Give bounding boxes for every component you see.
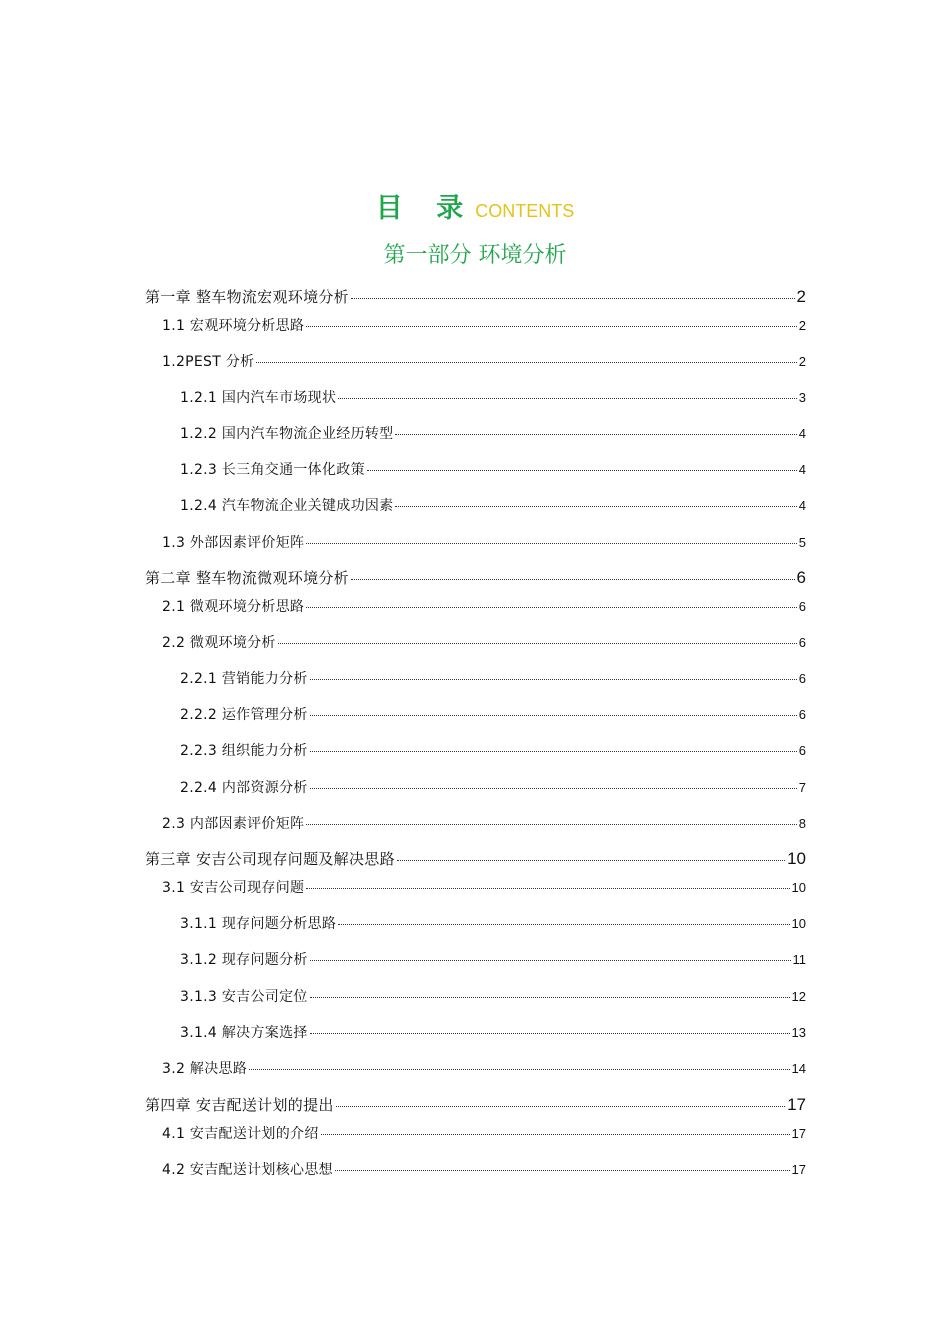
toc-title: 目 录 [375,193,476,224]
toc-page-number: 10 [791,916,806,931]
toc-entry-level2[interactable] [162,813,806,833]
dot-leader [310,788,797,789]
dot-leader [256,362,796,363]
dot-leader [306,543,796,544]
dot-leader [306,326,796,327]
toc-entry-level2[interactable] [162,315,806,335]
toc-page-number: 6 [798,707,806,722]
toc-page-number: 4 [798,462,806,477]
toc-page-number: 6 [798,599,806,614]
dot-leader [351,579,795,580]
toc-page-number: 4 [798,426,806,441]
toc-page-number: 5 [798,535,806,550]
toc-entry-level2[interactable] [162,1123,806,1143]
toc-entry-level3[interactable] [180,495,806,515]
toc-entry-level2[interactable] [162,632,806,652]
toc-page-number: 10 [787,849,806,868]
toc-entry-title: 2.2.2 运作管理分析 [180,707,308,723]
toc-entry-level2[interactable] [162,596,806,616]
dot-leader [310,997,790,998]
toc-entry-level3[interactable] [180,986,806,1006]
toc-heading [0,186,950,225]
toc-entry-level2[interactable] [162,1058,806,1078]
toc-entry-title: 3.1.3 安吉公司定位 [180,989,308,1005]
toc-page-number: 2 [798,354,806,369]
toc-entry-level3[interactable] [180,777,806,797]
toc-page-number: 2 [798,318,806,333]
toc-entry-level3[interactable] [180,913,806,933]
toc-entry-title: 3.1.2 现存问题分析 [180,952,308,968]
dot-leader [310,751,797,752]
toc-page-number: 11 [792,952,806,967]
toc-page-number: 8 [798,816,806,831]
dot-leader [351,298,795,299]
toc-entry-title: 3.1 安吉公司现存问题 [162,880,305,896]
toc-page-number: 17 [787,1095,806,1114]
toc-entry-title: 2.3 内部因素评价矩阵 [162,816,305,832]
dot-leader [278,643,797,644]
toc-entry-title: 3.2 解决思路 [162,1061,248,1077]
dot-leader [249,1069,789,1070]
toc-page-number: 6 [796,568,806,587]
toc-entry-level3[interactable] [180,423,806,443]
toc-page-number: 17 [791,1162,806,1177]
dot-leader [338,398,796,399]
toc-title-english: CONTENTS [475,201,575,221]
dot-leader [310,679,797,680]
dot-leader [306,888,789,889]
dot-leader [395,434,796,435]
dot-leader [395,506,796,507]
toc-entry-level2[interactable] [162,532,806,552]
toc-page-number: 12 [791,989,806,1004]
toc-entry-level2[interactable] [162,877,806,897]
toc-entry-level1[interactable] [145,848,806,869]
dot-leader [306,607,796,608]
toc-page-number: 17 [791,1126,806,1141]
toc-page-number: 14 [791,1061,806,1076]
toc-entry-level2[interactable] [162,1159,806,1179]
toc-page-number: 3 [798,390,806,405]
toc-entry-title: 2.2.4 内部资源分析 [180,780,308,796]
toc-entry-level1[interactable] [145,567,806,588]
toc-entry-level3[interactable] [180,949,806,969]
toc-entry-title: 3.1.1 现存问题分析思路 [180,916,337,932]
toc-entry-level2[interactable] [162,351,806,371]
toc-page-number: 7 [798,780,806,795]
toc-entry-title: 4.1 安吉配送计划的介绍 [162,1126,319,1142]
dot-leader [397,860,785,861]
toc-entry-title: 第三章 安吉公司现存问题及解决思路 [145,850,395,868]
toc-page-number: 6 [798,743,806,758]
toc-entry-title: 第二章 整车物流微观环境分析 [145,569,349,587]
toc-page-number: 6 [798,635,806,650]
toc-entry-title: 1.2.1 国内汽车市场现状 [180,390,337,406]
dot-leader [306,824,796,825]
toc-entry-title: 2.2 微观环境分析 [162,635,276,651]
toc-page-number: 13 [791,1025,806,1040]
toc-page-number: 2 [796,287,806,306]
toc-entry-title: 2.2.1 营销能力分析 [180,671,308,687]
toc-entry-level1[interactable] [145,1094,806,1115]
toc-entry-level3[interactable] [180,668,806,688]
dot-leader [321,1134,790,1135]
toc-entry-title: 3.1.4 解决方案选择 [180,1025,308,1041]
toc-entry-title: 4.2 安吉配送计划核心思想 [162,1162,333,1178]
dot-leader [310,960,791,961]
toc-entry-title: 1.2.2 国内汽车物流企业经历转型 [180,426,394,442]
toc-entry-level3[interactable] [180,387,806,407]
toc-entry-level1[interactable] [145,286,806,307]
toc-entry-title: 1.2PEST 分析 [162,354,255,370]
dot-leader [310,1033,790,1034]
toc-entry-level3[interactable] [180,704,806,724]
toc-entry-title: 第四章 安吉配送计划的提出 [145,1096,334,1114]
dot-leader [310,715,797,716]
toc-page-number: 6 [798,671,806,686]
toc-page-number: 10 [791,880,806,895]
dot-leader [335,1170,790,1171]
toc-entry-title: 2.1 微观环境分析思路 [162,599,305,615]
toc-entry-title: 1.1 宏观环境分析思路 [162,318,305,334]
toc-entry-title: 2.2.3 组织能力分析 [180,743,308,759]
toc-entry-title: 第一章 整车物流宏观环境分析 [145,288,349,306]
toc-entry-level3[interactable] [180,1022,806,1042]
toc-entry-title: 1.2.3 长三角交通一体化政策 [180,462,365,478]
toc-entry-title: 1.2.4 汽车物流企业关键成功因素 [180,498,394,514]
toc-entry-level3[interactable] [180,459,806,479]
part-title: 第一部分 环境分析 [383,243,567,268]
dot-leader [367,470,797,471]
dot-leader [338,924,789,925]
toc-entry-level3[interactable] [180,740,806,760]
dot-leader [336,1106,785,1107]
toc-page-number: 4 [798,498,806,513]
toc-entry-title: 1.3 外部因素评价矩阵 [162,535,305,551]
